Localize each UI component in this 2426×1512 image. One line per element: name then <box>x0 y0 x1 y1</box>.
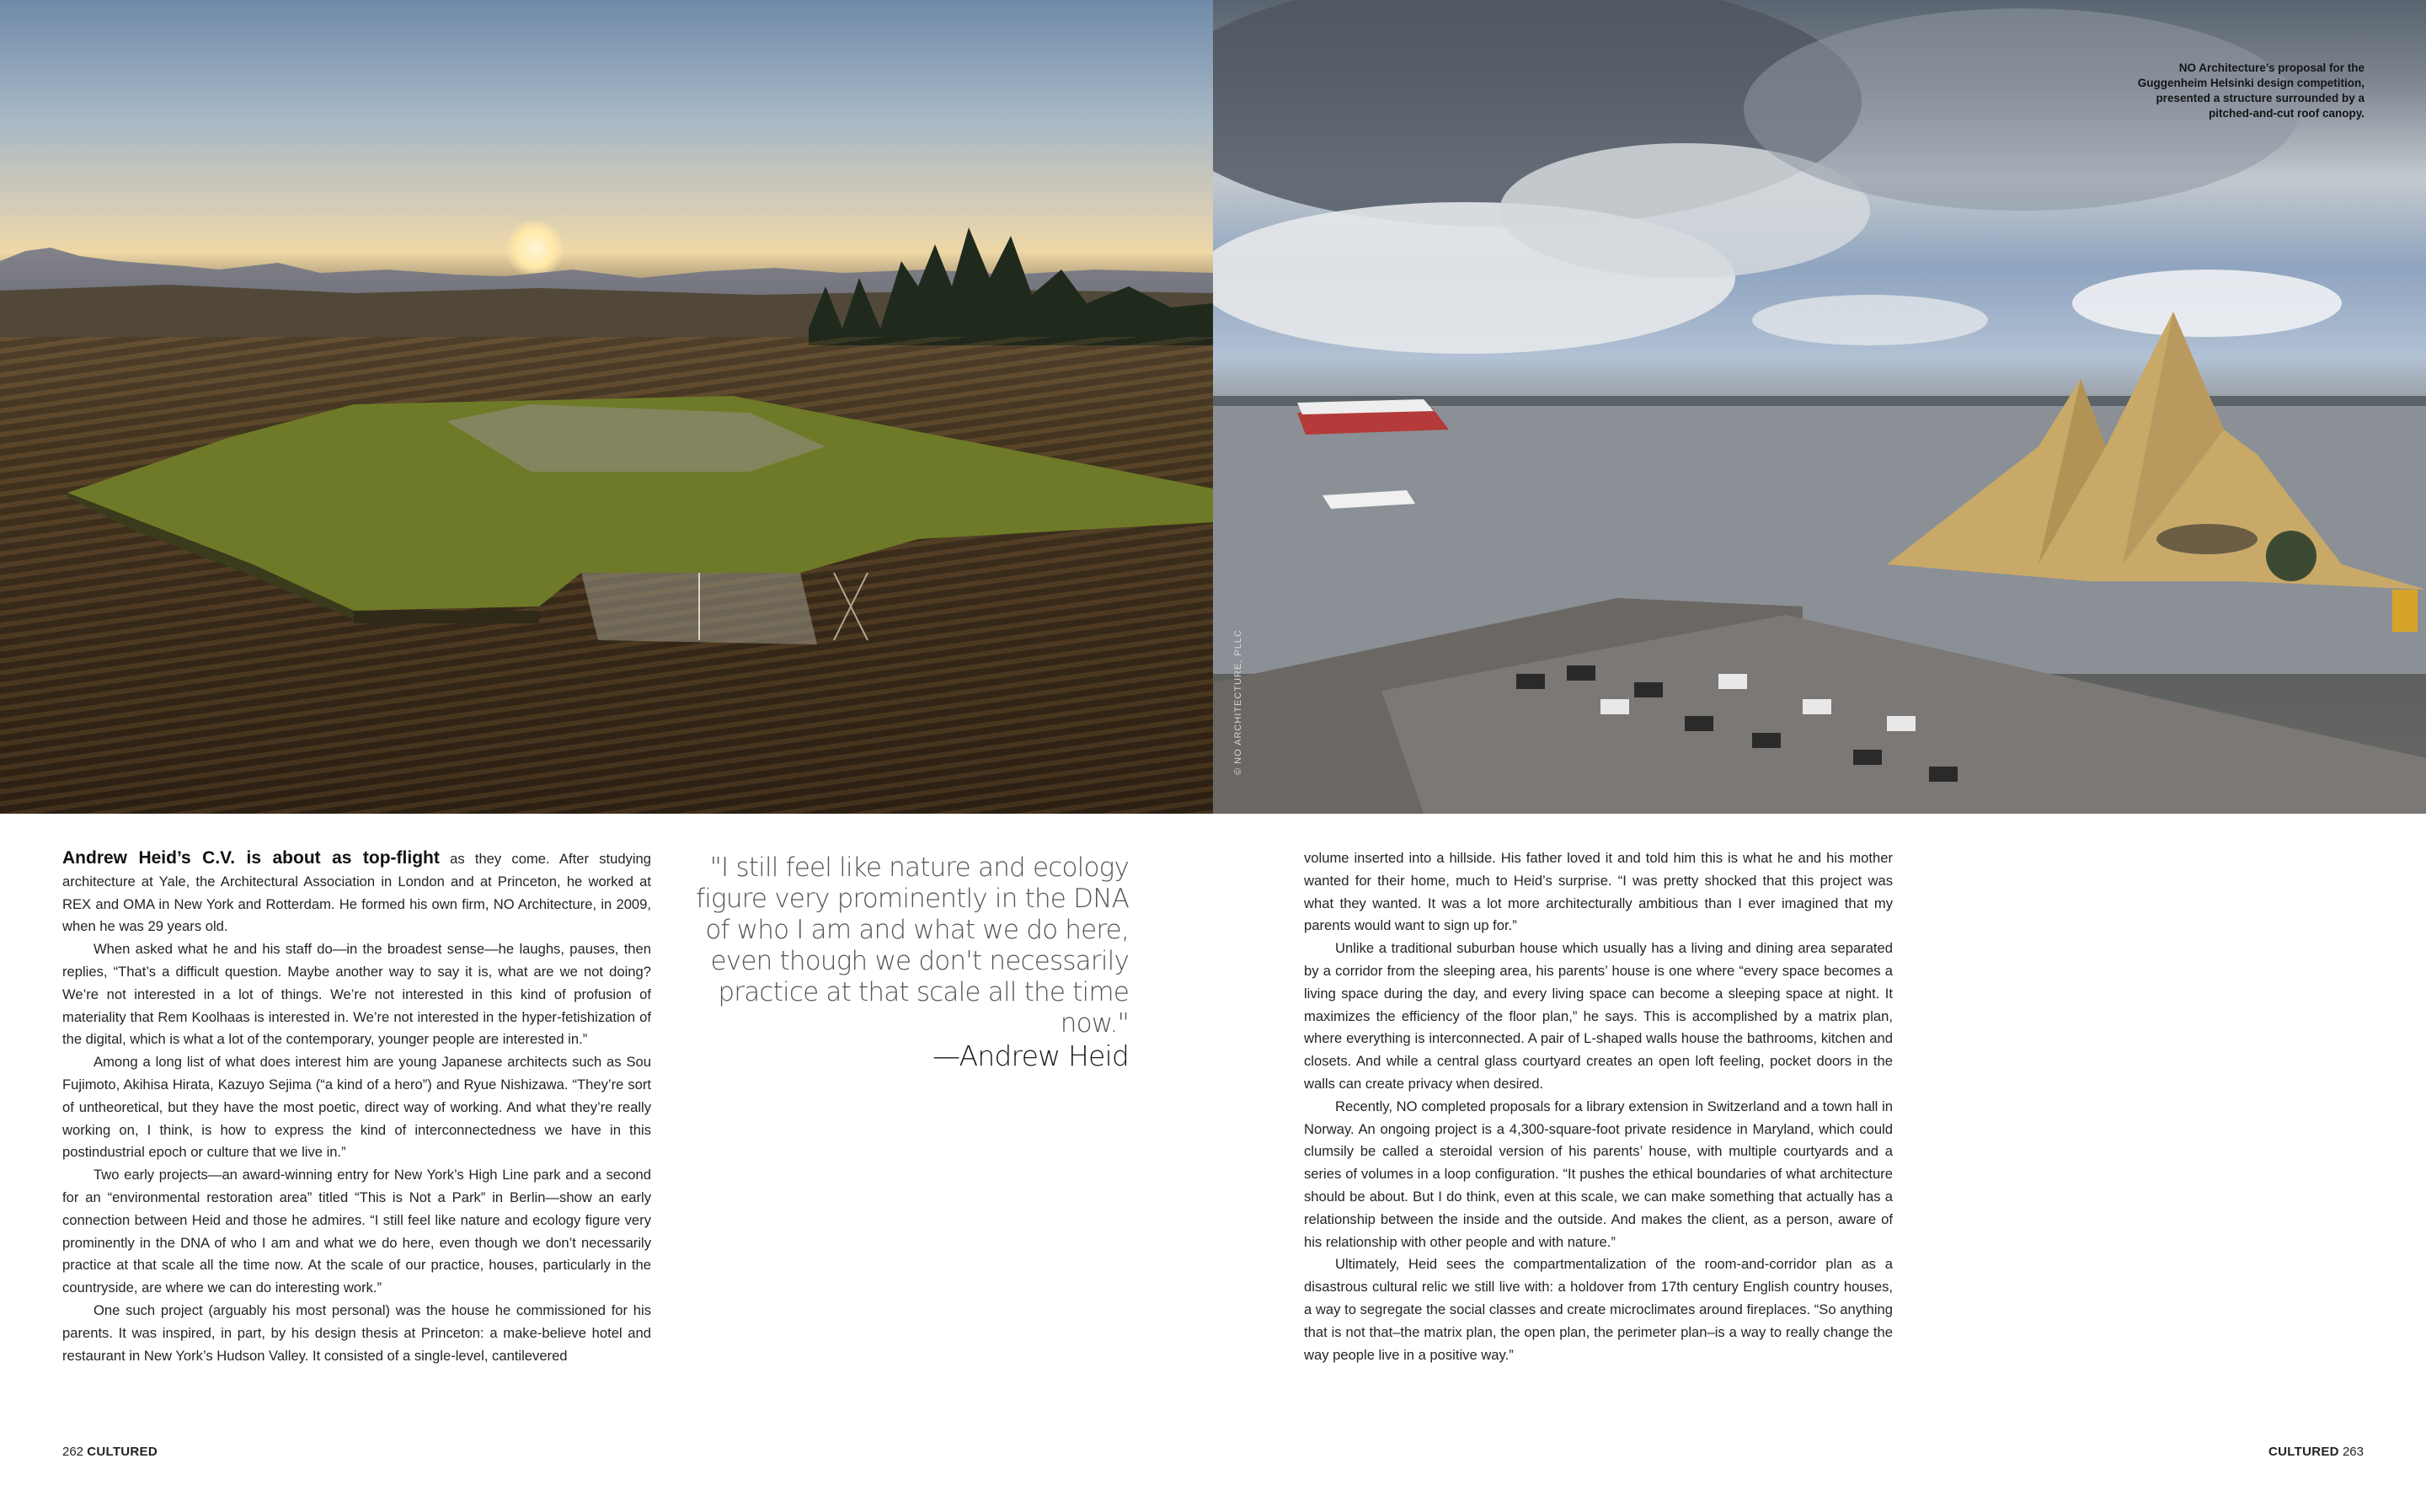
lede-paragraph <box>62 847 651 938</box>
green-roof-pavilions <box>59 387 1213 665</box>
page-folio-left <box>62 1445 158 1459</box>
canopy-structure <box>1870 312 2426 649</box>
pull-quote-attribution: —Andrew Heid <box>932 1039 1129 1072</box>
page-number: 262 <box>62 1445 84 1459</box>
lede-text: as they come. After studying architecture at Yale, the Architectural Association in London and at Princeton, he worked at REX and OMA in New York and Rotterdam. He formed his own firm, NO Architecture, in 2009, when he was 29 years old. <box>62 851 652 935</box>
body-paragraph: Ultimately, Heid sees the compartmentalization of the room-and-corridor plan as a disastrous cultural relic we still live with: a holdover from 17th century English country houses, a way to segregate the social classes and create microclimates around fireplaces. “So anything that is not that–the matrix plan, the open plan, the perimeter plan–is a way to really change the way people live in a positive way.” <box>1304 1256 1893 1363</box>
body-paragraph: One such project (arguably his most personal) was the house he commissioned for his parents. It was inspired, in part, by his design thesis at Princeton: a make-believe hotel and restaurant in New York’s Hudson Valley. It consisted of a single-level, cantilevered <box>62 1301 651 1364</box>
body-paragraph: Unlike a traditional suburban house which usually has a living and dining area separated by a corridor from the sleeping area, his parents’ house is one where “every space becomes a living space during the day, and every living space can become a sleeping space at night. It maximizes the efficiency of the floor plan,” he says. This is accomplished by a matrix plan, where everything is interconnected. A pair of L-shaped walls house the bathrooms, kitchen and closets. And while a central glass courtyard creates an open loft feeling, pocket doors in the walls can create privacy when desired. <box>1304 940 1893 1092</box>
body-paragraph: Among a long list of what does interest him are young Japanese architects such as Sou Fujimoto, Akihisa Hirata, Kazuyo Sejima (“a kind of a hero”) and Ryue Nishizawa. “They’re sort of untheoretical, but they have the most poetic, direct way of working. And what they’re really working on, I think, is how to express the kind of interconnectedness we have in this postindustrial epoch or culture that we live in.” <box>62 1054 651 1161</box>
pull-quote-text: "I still feel like nature and ecology figure very prominently in the DNA of who I am and what we do here, even though we don't necessarily practice at that scale all the time now." <box>696 852 1129 1039</box>
lede-bold: Andrew Heid’s C.V. is about as top-flight <box>62 848 440 868</box>
photo-credit: © NO ARCHITECTURE, PLLC <box>1233 629 1243 775</box>
tree-line <box>809 227 1213 345</box>
page-number: 263 <box>2342 1445 2364 1459</box>
article-column-left <box>62 847 651 1367</box>
photo-caption-right: NO Architecture’s proposal for the Guggenheim Helsinki design competition, presented a structure surrounded by a pitched-and-cut roof canopy. <box>2137 61 2365 120</box>
berkshires-house-photo <box>0 0 1213 814</box>
helsinki-proposal-photo <box>1213 0 2426 814</box>
body-paragraph: When asked what he and his staff do—in the broadest sense—he laughs, pauses, then replies, “That’s a difficult question. Maybe another way to say it is, what are we not doing? We’re not interested in a lot of things. We’re not interested in this kind of profusion of materiality that Rem Koolhaas is interested in. We’re not interested in the hyper-fetishization of the digital, which is what a lot of the contemporary, younger people are interested in.” <box>62 941 651 1048</box>
body-paragraph: Two early projects—an award-winning entry for New York’s High Line park and a second for an “environmental restoration area” titled “This is Not a Park” in Berlin—show an early connection between Heid and those he admires. “I still feel like nature and ecology figure very prominently in the DNA of who I am and what we do here, even though we don’t necessarily practice at that scale all the time now. At the scale of our practice, houses, particularly in the countryside, are where we can do interesting work.” <box>62 1167 651 1296</box>
page-folio-right <box>2268 1445 2364 1459</box>
body-paragraph: Recently, NO completed proposals for a library extension in Switzerland and a town hall in Norway. An ongoing project is a 4,300-square-foot private residence in Maryland, which could clumsily be called a steroidal version of his parents’ house, with multiple courtyards and a series of volumes in a loop configuration. “It pushes the ethical boundaries of what architecture should be about. But I do think, even at this scale, we can make something that actually has a relationship between the inside and the outside. And makes the client, as a person, aware of his relationship with other people and with nature.” <box>1304 1098 1893 1250</box>
pull-quote <box>691 852 1129 1073</box>
magazine-name: CULTURED <box>87 1445 158 1459</box>
body-paragraph: volume inserted into a hillside. His father loved it and told him this is what he and his mother wanted for their home, much to Heid’s surprise. “I was pretty shocked that this project was what they wanted. It was a lot more architecturally ambitious than I ever imagined that my parents would want to sign up for.” <box>1304 850 1893 934</box>
magazine-name: CULTURED <box>2268 1445 2339 1459</box>
article-column-right <box>1304 847 1893 1366</box>
